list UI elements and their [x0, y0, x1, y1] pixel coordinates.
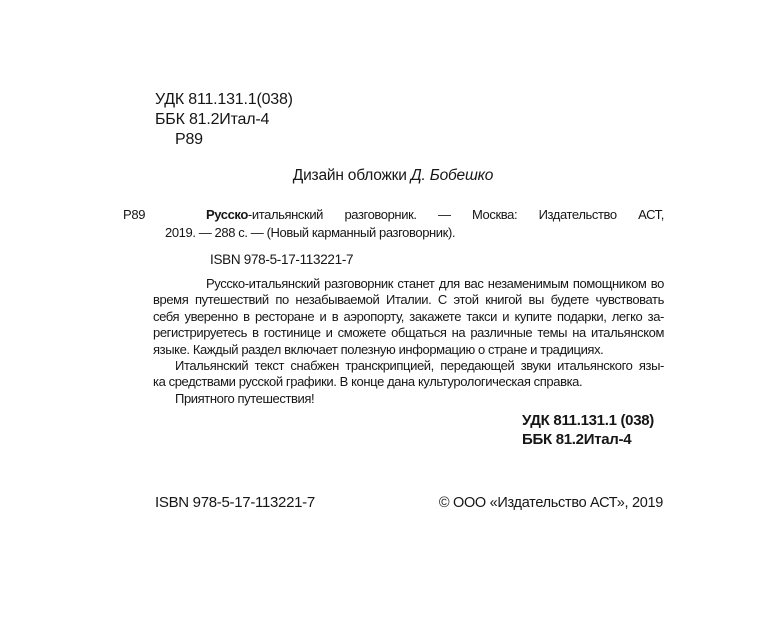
annotation-closing-line: Приятного путешествия!	[175, 390, 315, 406]
annotation-line: себя уверенно в ресторане и в аэропорту, закажете такси и купите подарки, легко за-	[153, 308, 664, 324]
udk-code-bold: УДК 811.131.1 (038)	[522, 412, 654, 429]
copyright-line: © ООО «Издательство АСТ», 2019	[438, 495, 663, 511]
bbk-code: ББК 81.2Итал-4	[155, 111, 270, 128]
author-sign: Р89	[175, 131, 203, 148]
catalog-entry-line2: 2019. — 288 с. — (Новый карманный разговорник).	[165, 224, 456, 240]
annotation-block	[153, 276, 664, 407]
top-classification-block	[155, 90, 293, 150]
design-credit-designer: Д. Бобешко	[410, 167, 494, 184]
annotation-line: Итальянский текст снабжен транскрипцией, передающей звуки итальянского язы-	[175, 358, 664, 374]
catalog-title-rest: -итальянский разговорник. — Москва: Издательство АСТ,	[247, 207, 664, 222]
isbn-catalog: ISBN 978-5-17-113221-7	[210, 252, 354, 267]
bottom-classification-block	[522, 412, 654, 449]
annotation-line: языке. Каждый раздел включает полезную информацию о стране и традициях.	[153, 341, 604, 357]
udk-code: УДК 811.131.1(038)	[155, 91, 293, 108]
catalog-author-sign: Р89	[123, 207, 146, 222]
annotation-line: время путешествий по незабываемой Италии. С этой книгой вы будете чувствовать	[153, 292, 664, 308]
catalog-entry-line1	[165, 206, 664, 224]
bbk-code-bold: ББК 81.2Итал-4	[522, 430, 632, 448]
design-credit	[123, 167, 663, 185]
annotation-line: ка средствами русской графики. В конце дана культурологическая справка.	[153, 374, 583, 390]
isbn-footer: ISBN 978-5-17-113221-7	[155, 494, 315, 511]
annotation-line: регистрируетесь в гостинице и сможете общаться на различные темы на итальянском	[153, 325, 664, 341]
catalog-entry	[165, 206, 664, 241]
design-credit-label: Дизайн обложки	[292, 167, 411, 184]
catalog-title-lead: Русско	[206, 207, 248, 222]
annotation-line: Русско-итальянский разговорник станет для вас незаменимым помощником во	[206, 276, 664, 291]
